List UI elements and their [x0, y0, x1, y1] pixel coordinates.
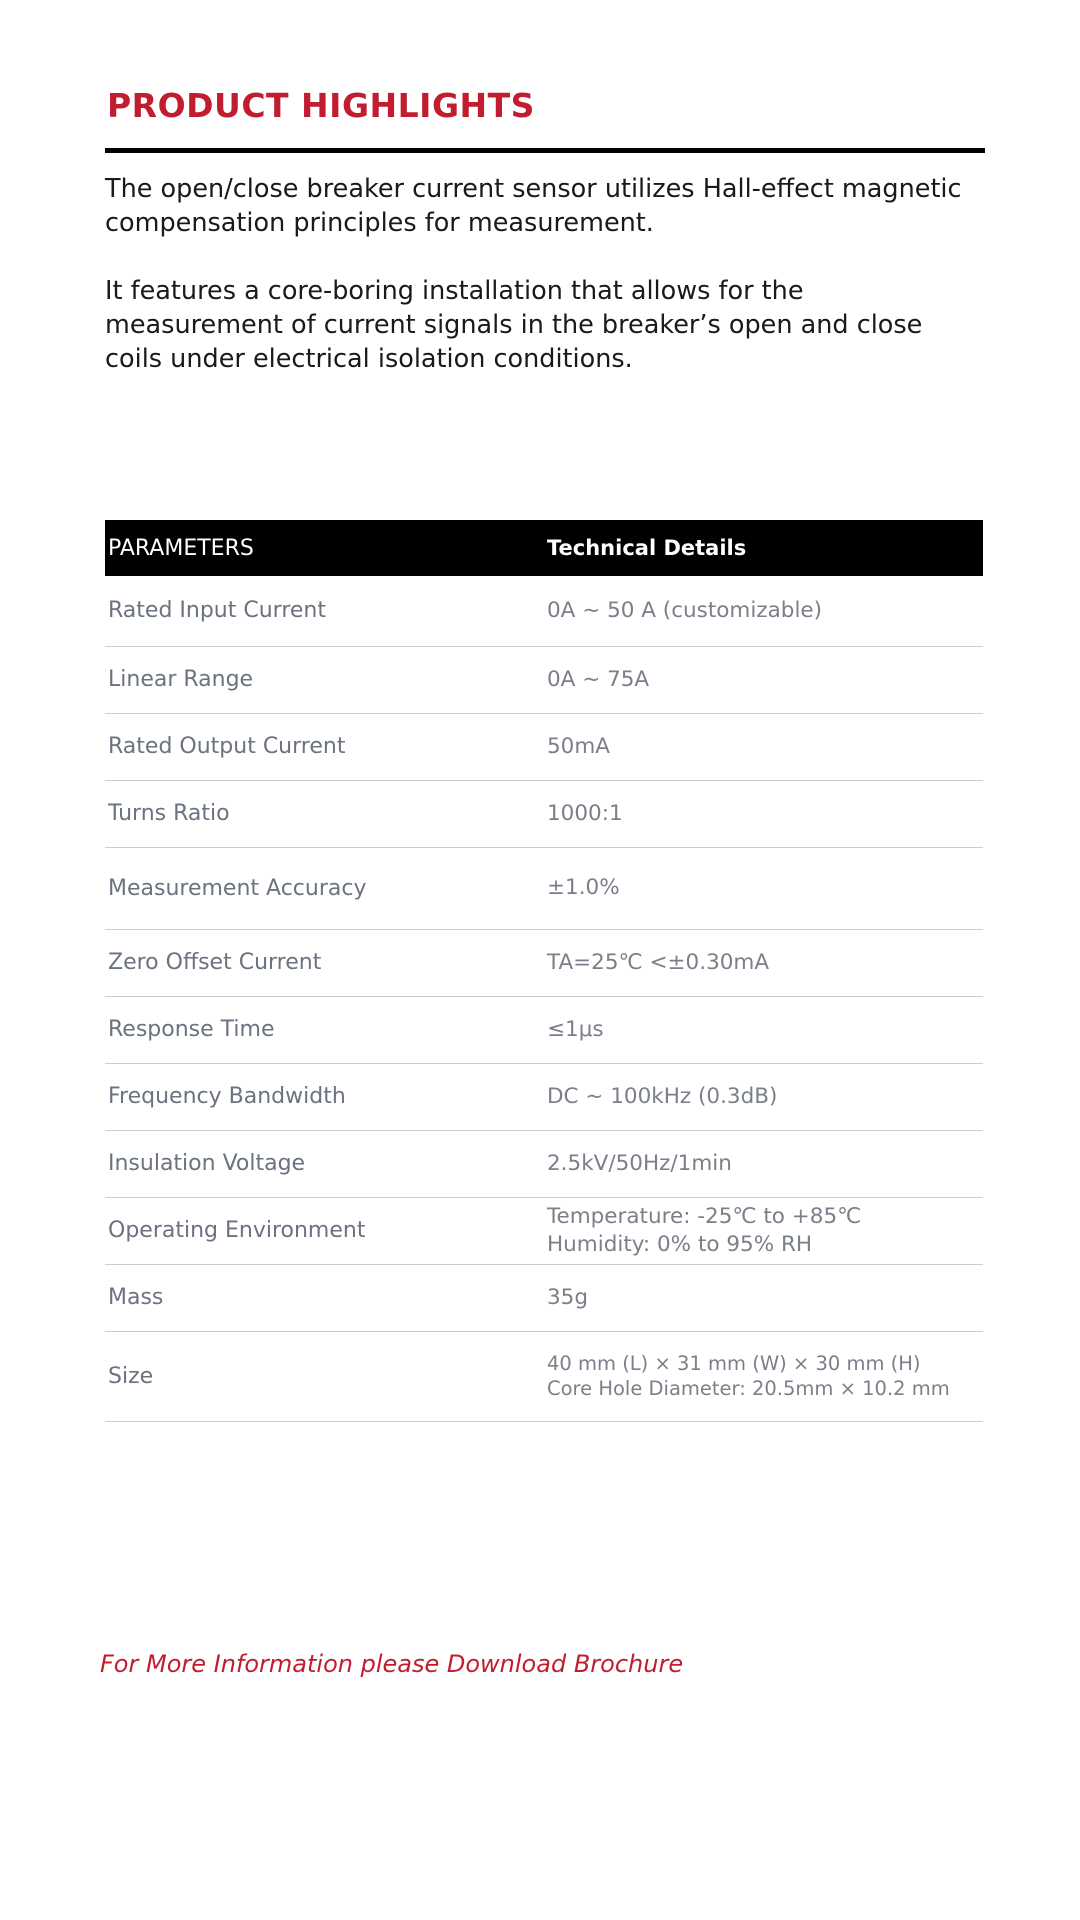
parameter-name: Rated Output Current — [105, 713, 544, 780]
parameter-value — [544, 1197, 983, 1264]
parameter-name: Zero Offset Current — [105, 929, 544, 996]
table-row — [105, 996, 983, 1063]
specifications-table — [105, 520, 983, 1422]
parameter-value — [544, 1331, 983, 1421]
value-line: 40 mm (L) × 31 mm (W) × 30 mm (H) — [547, 1352, 921, 1375]
table-row — [105, 780, 983, 847]
parameter-value: ≤1μs — [544, 996, 983, 1063]
column-header-parameters: PARAMETERS — [105, 520, 544, 576]
parameter-value: ±1.0% — [544, 847, 983, 929]
value-line: Humidity: 0% to 95% RH — [547, 1231, 813, 1257]
parameter-value: 0A ~ 75A — [544, 646, 983, 713]
parameter-name: Turns Ratio — [105, 780, 544, 847]
parameter-value: 2.5kV/50Hz/1min — [544, 1130, 983, 1197]
value-line: Temperature: -25℃ to +85℃ — [547, 1203, 862, 1229]
title-divider — [105, 148, 985, 153]
table-row — [105, 1063, 983, 1130]
parameter-value: DC ~ 100kHz (0.3dB) — [544, 1063, 983, 1130]
table-row — [105, 713, 983, 780]
parameter-name: Frequency Bandwidth — [105, 1063, 544, 1130]
parameter-name: Rated Input Current — [105, 576, 544, 646]
table-row — [105, 929, 983, 996]
table-row — [105, 847, 983, 929]
table-row — [105, 646, 983, 713]
parameter-value: 35g — [544, 1264, 983, 1331]
parameter-name: Mass — [105, 1264, 544, 1331]
value-line: Core Hole Diameter: 20.5mm × 10.2 mm — [547, 1377, 950, 1400]
parameter-name: Linear Range — [105, 646, 544, 713]
parameter-name: Response Time — [105, 996, 544, 1063]
parameter-value: 1000:1 — [544, 780, 983, 847]
table-row — [105, 1197, 983, 1264]
table-row — [105, 1130, 983, 1197]
intro-paragraph: The open/close breaker current sensor utilizes Hall-effect magnetic compensation principles for measurement. — [105, 174, 962, 238]
parameter-value: 50mA — [544, 713, 983, 780]
parameter-name: Size — [105, 1331, 544, 1421]
table-row — [105, 1264, 983, 1331]
table-header-row — [105, 520, 983, 576]
intro-text — [105, 172, 985, 410]
parameter-value: TA=25℃ <±0.30mA — [544, 929, 983, 996]
section-title: PRODUCT HIGHLIGHTS — [107, 86, 535, 125]
parameter-value: 0A ~ 50 A (customizable) — [544, 576, 983, 646]
intro-paragraph: It features a core-boring installation that allows for the measurement of current signals in the breaker’s open and close coils under electrical isolation conditions. — [105, 276, 923, 374]
parameter-name: Measurement Accuracy — [105, 847, 544, 929]
download-brochure-link[interactable]: For More Information please Download Brochure — [100, 1650, 684, 1678]
parameter-name: Operating Environment — [105, 1197, 544, 1264]
column-header-technical-details: Technical Details — [544, 520, 983, 576]
parameter-name: Insulation Voltage — [105, 1130, 544, 1197]
table-row — [105, 1331, 983, 1421]
table-row — [105, 576, 983, 646]
